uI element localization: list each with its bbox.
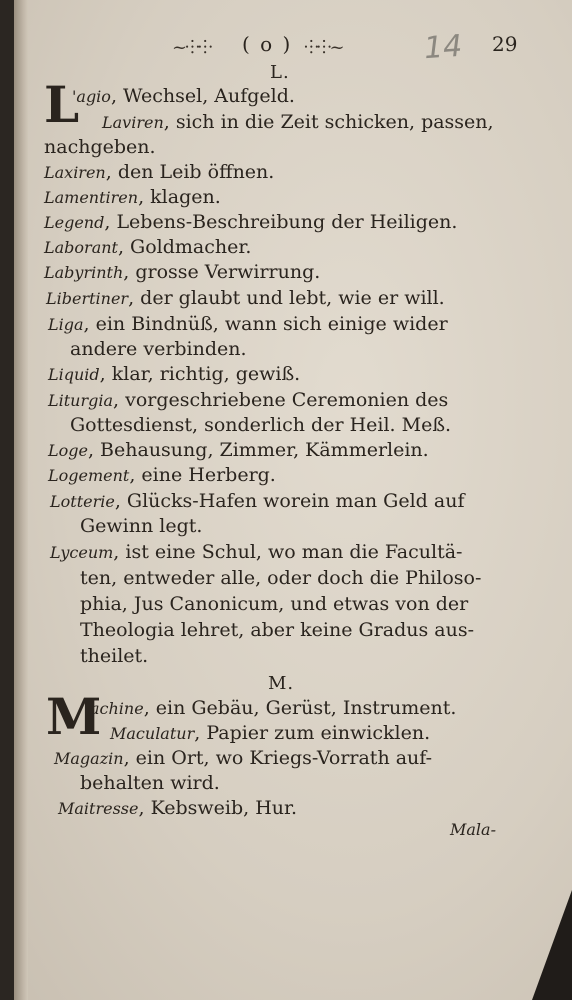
entry-definition: , eine Herberg. (129, 464, 276, 486)
drop-cap-l: L (44, 75, 80, 134)
dictionary-entry (44, 185, 221, 210)
entry-definition: , ein Bindnüß, wann sich einige wider (83, 313, 448, 335)
dictionary-entry (48, 463, 276, 488)
dictionary-entry (110, 721, 430, 746)
entry-term: Legend (44, 213, 105, 232)
entry-continuation: Gottesdienst, sonderlich der Heil. Meß. (70, 414, 452, 436)
entry-definition: , Behausung, Zimmer, Kämmerlein. (87, 439, 429, 461)
dictionary-entry (48, 438, 429, 463)
dictionary-entry (54, 746, 432, 771)
entry-term: 'agio (72, 87, 111, 106)
entry-continuation: phia, Jus Canonicum, und etwas von der (80, 593, 469, 615)
entry-definition: , Papier zum einwicklen. (194, 722, 431, 744)
dictionary-entry (44, 260, 320, 285)
drop-cap-m: M (46, 687, 102, 746)
dictionary-entry (48, 388, 448, 413)
entry-term: Laxiren (44, 163, 106, 182)
entry-definition: , den Leib öffnen. (105, 161, 275, 183)
entry-definition: , Goldmacher. (117, 236, 252, 258)
section-letter-l: L. (270, 62, 290, 83)
entry-term: Laviren (102, 113, 164, 132)
page-corner-shadow (532, 890, 572, 1000)
book-page (14, 0, 572, 1000)
dictionary-entry (50, 489, 464, 514)
dictionary-entry (44, 160, 274, 185)
entry-definition: , Kebsweib, Hur. (138, 797, 298, 819)
dictionary-entry (58, 796, 297, 821)
entry-term: Logement (48, 466, 130, 485)
dictionary-entry (48, 312, 448, 337)
entry-term: Loge (48, 441, 88, 460)
entry-term: Liquid (48, 365, 100, 384)
entry-term: Laborant (44, 238, 118, 257)
entry-definition: , Wechsel, Aufgeld. (110, 85, 295, 107)
dictionary-entry (102, 110, 494, 135)
entry-continuation: Theologia lehret, aber keine Gradus aus- (80, 619, 475, 641)
entry-continuation: nachgeben. (44, 136, 156, 158)
entry-definition: , Lebens-Beschreibung der Heiligen. (104, 211, 458, 233)
dictionary-entry (50, 540, 462, 565)
entry-definition: , klar, richtig, gewiß. (99, 363, 301, 385)
entry-continuation: theilet. (80, 645, 149, 667)
entry-term: Liga (48, 315, 84, 334)
catchword: Mala- (450, 820, 496, 839)
entry-definition: , ein Ort, wo Kriegs-Vorrath auf- (123, 747, 433, 769)
entry-term: Libertiner (46, 289, 129, 308)
dictionary-entry (44, 235, 251, 260)
entry-definition: , grosse Verwirrung. (123, 261, 321, 283)
entry-term: achine (90, 699, 144, 718)
entry-continuation: behalten wird. (80, 772, 220, 794)
dictionary-entry (90, 696, 456, 721)
page-header (14, 28, 572, 67)
entry-definition: , ein Gebäu, Gerüst, Instrument. (143, 697, 457, 719)
entry-term: Maitresse (58, 799, 139, 818)
dictionary-entry (72, 84, 295, 109)
pencil-annotation: 14 (422, 28, 464, 67)
entry-term: Lotterie (50, 492, 115, 511)
section-letter-m: M. (268, 673, 295, 694)
entry-definition: , Glücks-Hafen worein man Geld auf (114, 490, 465, 512)
entry-definition: , der glaubt und lebt, wie er will. (128, 287, 445, 309)
entry-term: Labyrinth (44, 263, 124, 282)
entry-term: Maculatur (110, 724, 195, 743)
entry-continuation: Gewinn legt. (80, 515, 203, 537)
entry-term: Lyceum (50, 543, 114, 562)
header-page-marker: ( o ) (242, 32, 293, 56)
entry-continuation: andere verbinden. (70, 338, 247, 360)
entry-term: Liturgia (48, 391, 114, 410)
entry-definition: , vorgeschriebene Ceremonien des (113, 389, 449, 411)
dictionary-entry (46, 286, 445, 311)
page-number: 29 (492, 32, 518, 56)
header-ornament-left: ~⸭⸭ (172, 37, 211, 58)
dictionary-entry (44, 210, 457, 235)
entry-definition: , sich in die Zeit schicken, passen, (163, 111, 494, 133)
dictionary-entry (48, 362, 300, 387)
entry-term: Magazin (54, 749, 124, 768)
book-spine (14, 0, 28, 1000)
entry-definition: , klagen. (138, 186, 221, 208)
entry-term: Lamentiren (44, 188, 139, 207)
entry-continuation: ten, entweder alle, oder doch die Philoso- (80, 567, 482, 589)
header-ornament-right: ⸭⸭~ (304, 37, 343, 58)
entry-definition: , ist eine Schul, wo man die Facultä- (113, 541, 463, 563)
